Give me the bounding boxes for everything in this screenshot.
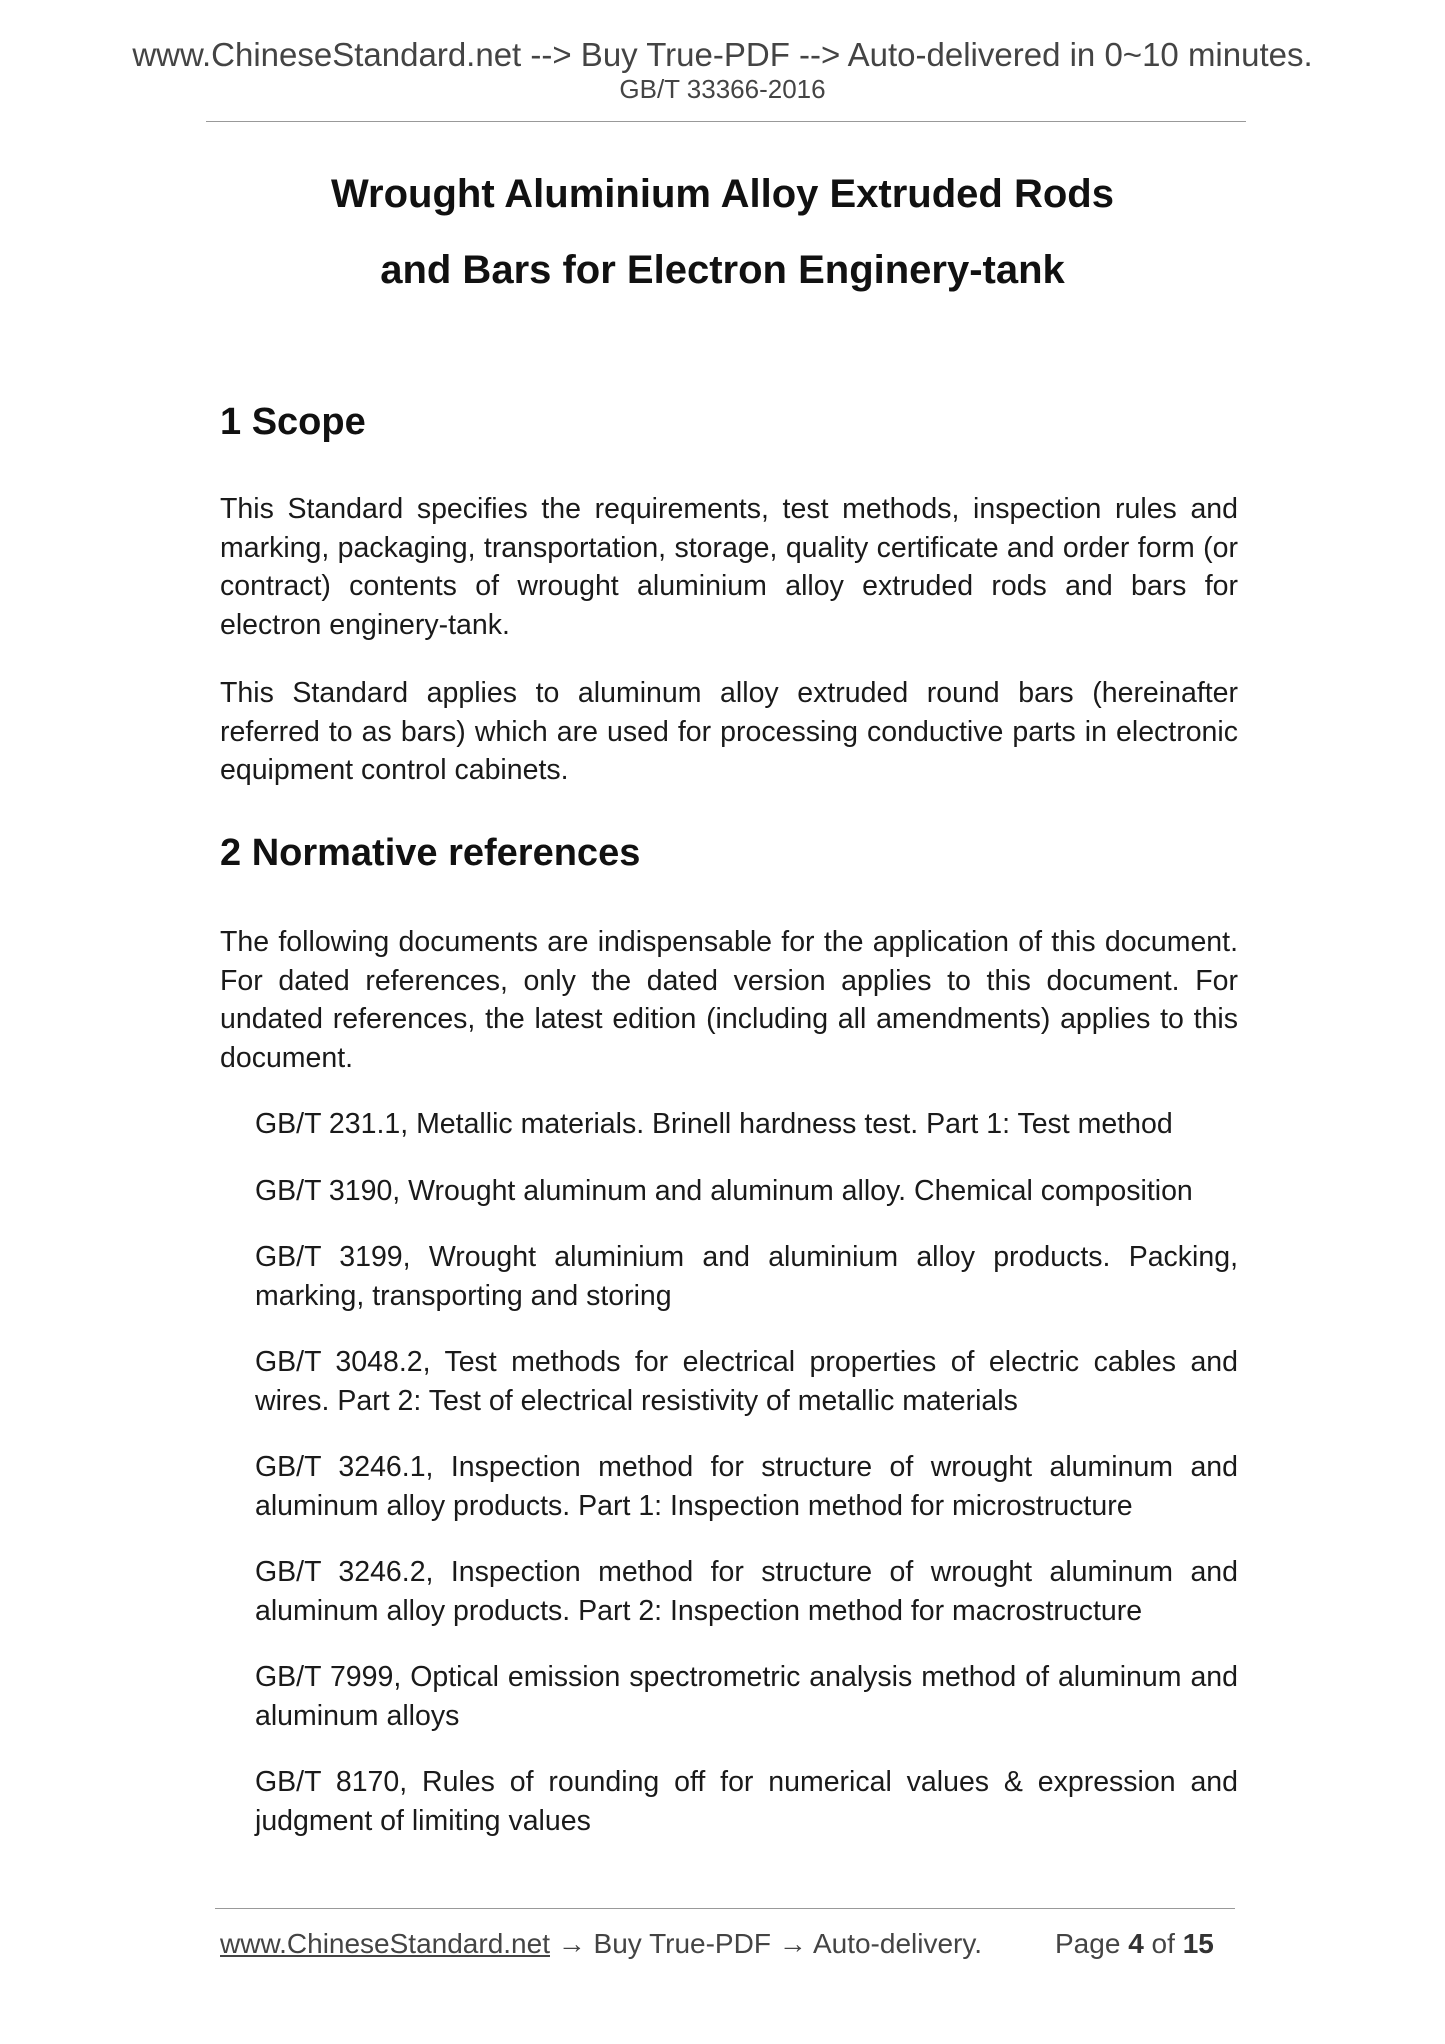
arrow-right-icon: → — [557, 1928, 586, 1959]
scope-paragraph-1: This Standard specifies the requirements, test methods, inspection rules and marking, packaging, transportation, storage, quality certificate and order form (or contract) contents of wrought aluminium alloy extruded rods and bars for electron enginery-tank. — [220, 493, 1238, 641]
footer-divider — [215, 1908, 1235, 1909]
reference-item: GB/T 231.1, Metallic materials. Brinell hardness test. Part 1: Test method — [255, 1108, 1173, 1140]
document-title-line1: Wrought Aluminium Alloy Extruded Rods — [331, 172, 1114, 216]
section-heading-normative-references: 2 Normative references — [220, 832, 641, 874]
scope-paragraph-2: This Standard applies to aluminum alloy extruded round bars (hereinafter referred to as bars) which are used for processing conductive parts in electronic equipment control cabinets. — [220, 677, 1238, 786]
references-intro-paragraph: The following documents are indispensable for the application of this document. For dated references, only the dated version applies to this document. For undated references, the latest edition (including all amendments) applies to this document. — [220, 926, 1238, 1074]
arrow-right-icon: → — [778, 1928, 807, 1959]
page-indicator — [1055, 1930, 1214, 1958]
footer-links — [220, 1930, 982, 1958]
reference-item: GB/T 3246.2, Inspection method for structure of wrought aluminum and aluminum alloy products. Part 2: Inspection method for macrostructure — [255, 1556, 1238, 1627]
reference-item: GB/T 3246.1, Inspection method for structure of wrought aluminum and aluminum alloy products. Part 1: Inspection method for microstructure — [255, 1451, 1238, 1522]
reference-list — [255, 1105, 1238, 1868]
footer-buy-text: Buy True-PDF — [593, 1928, 771, 1959]
footer-site-link[interactable]: www.ChineseStandard.net — [220, 1928, 550, 1959]
reference-item: GB/T 3048.2, Test methods for electrical properties of electric cables and wires. Part 2: Test of electrical resistivity of metallic materials — [255, 1346, 1238, 1417]
page-number: 4 — [1128, 1928, 1144, 1959]
document-title-line2: and Bars for Electron Enginery-tank — [380, 248, 1065, 292]
header-divider — [206, 121, 1246, 122]
section-heading-scope: 1 Scope — [220, 401, 366, 443]
header-banner: www.ChineseStandard.net --> Buy True-PDF --> Auto-delivered in 0~10 minutes. — [132, 36, 1313, 73]
footer-delivery-text: Auto-delivery. — [812, 1928, 983, 1959]
page-label: Page — [1055, 1928, 1121, 1959]
of-label: of — [1151, 1928, 1175, 1959]
total-pages: 15 — [1182, 1928, 1214, 1959]
standard-code: GB/T 33366-2016 — [619, 74, 826, 104]
reference-item: GB/T 8170, Rules of rounding off for numerical values & expression and judgment of limiting values — [255, 1766, 1238, 1837]
reference-item: GB/T 3190, Wrought aluminum and aluminum alloy. Chemical composition — [255, 1174, 1193, 1207]
reference-item: GB/T 3199, Wrought aluminium and aluminium alloy products. Packing, marking, transporting and storing — [255, 1241, 1238, 1312]
reference-item: GB/T 7999, Optical emission spectrometric analysis method of aluminum and aluminum alloys — [255, 1661, 1238, 1732]
